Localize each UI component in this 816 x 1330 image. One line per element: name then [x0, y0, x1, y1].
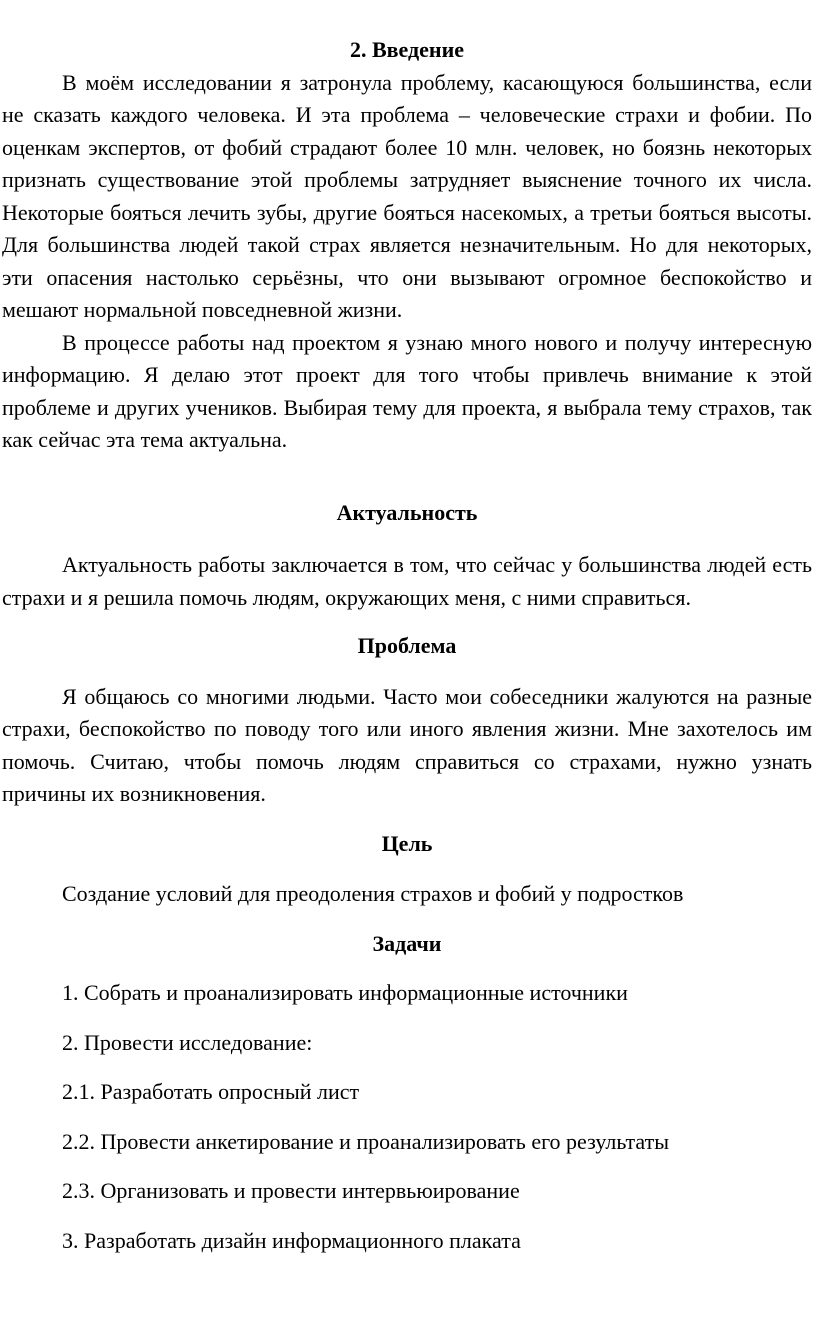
problem-paragraph: Я общаюсь со многими людьми. Часто мои собеседники жалуются на разные страхи, беспокойство по поводу того или иного явления жизни. Мне захотелось им помочь. Считаю, чтобы помочь людям справиться со страхами, нужно узнать причины их возникновения. — [2, 683, 812, 806]
task-item: 2.3. Организовать и провести интервьюирование — [62, 1178, 520, 1203]
task-item: 2.1. Разработать опросный лист — [62, 1079, 360, 1104]
problem-heading: Проблема — [357, 633, 457, 658]
tasks-heading: Задачи — [372, 930, 442, 956]
relevance-heading: Актуальность — [336, 499, 478, 525]
task-item: 1. Собрать и проанализировать информационные источники — [62, 980, 628, 1005]
task-item: 2. Провести исследование: — [62, 1029, 313, 1055]
goal-text: Создание условий для преодоления страхов и фобий у подростков — [62, 881, 684, 906]
task-item: 3. Разработать дизайн информационного плаката — [62, 1227, 521, 1253]
intro-paragraph-2: В процессе работы над проектом я узнаю много нового и получу интересную информацию. Я делаю этот проект для того чтобы привлечь внимание к этой проблеме и других учеников. Выбирая тему для проекта, я выбрала тему страхов, так как сейчас эта тема актуальна. — [2, 329, 812, 452]
relevance-paragraph: Актуальность работы заключается в том, что сейчас у большинства людей есть страхи и я решила помочь людям, окружающих меня, с ними справиться. — [2, 552, 812, 610]
intro-paragraph-1: В моём исследовании я затронула проблему, касающуюся большинства, если не сказать каждого человека. И эта проблема – человеческие страхи и фобии. По оценкам экспертов, от фобий страдают более 10 млн. человек, но боязнь некоторых признать существование этой проблемы затрудняет выяснение точного их числа. Некоторые бояться лечить зубы, другие бояться насекомых, а третьи бояться высоты. Для большинства людей такой страх является незначительным. Но для некоторых, эти опасения настолько серьёзны, что они вызывают огромное беспокойство и мешают нормальной повседневной жизни. — [2, 69, 812, 322]
goal-heading: Цель — [381, 830, 433, 856]
section-title: 2. Введение — [349, 37, 465, 62]
task-item: 2.2. Провести анкетирование и проанализировать его результаты — [62, 1128, 669, 1154]
document-content — [2, 34, 812, 1257]
